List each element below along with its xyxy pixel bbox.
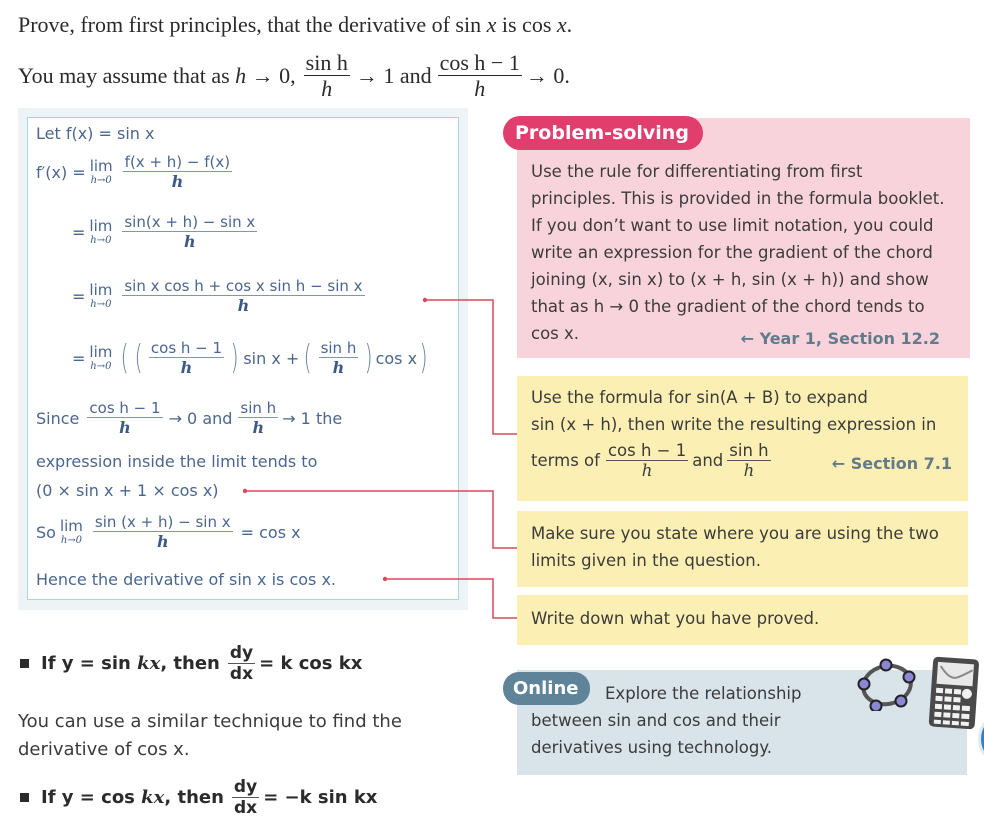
denominator: h bbox=[321, 76, 333, 101]
bullet-icon bbox=[20, 659, 29, 668]
step-2 bbox=[72, 214, 261, 250]
text-line: write an expression for the gradient of the chord bbox=[531, 243, 933, 262]
step4-end: cos x bbox=[375, 348, 418, 368]
denominator: h bbox=[184, 231, 196, 251]
kp-prefix: If y = cos bbox=[41, 787, 142, 809]
limit-notation bbox=[59, 516, 83, 546]
equals: = bbox=[72, 348, 86, 368]
kp-prefix: If y = sin bbox=[41, 653, 138, 675]
text-line: Write down what you have proved. bbox=[531, 609, 820, 628]
since-line bbox=[36, 400, 342, 436]
text-line: Explore the relationship bbox=[605, 684, 802, 703]
since-mid: → 0 and bbox=[168, 408, 233, 428]
step4-mid: sin x + bbox=[243, 348, 300, 368]
calculator-icon[interactable] bbox=[927, 655, 981, 730]
lim-word: lim bbox=[59, 516, 83, 535]
kp-then: , then bbox=[160, 653, 220, 675]
denominator: h bbox=[156, 531, 169, 551]
fraction bbox=[122, 278, 364, 314]
denominator: dx bbox=[229, 663, 254, 684]
numerator: sin h bbox=[305, 49, 348, 75]
lim-sub: h→0 bbox=[90, 298, 112, 310]
equals: = bbox=[72, 222, 86, 242]
step-1 bbox=[36, 154, 236, 190]
text-line: Make sure you state where you are using the two bbox=[531, 524, 939, 543]
since-end: → 1 the bbox=[282, 408, 343, 428]
let-line: Let f(x) = sin x bbox=[36, 124, 155, 143]
derivative-fraction bbox=[228, 644, 255, 683]
so-line bbox=[36, 514, 301, 550]
numerator: cos h − 1 bbox=[439, 49, 520, 75]
fraction bbox=[319, 340, 359, 376]
text-line: You can use a similar technique to find the bbox=[18, 711, 402, 732]
question-text: → 0. bbox=[525, 63, 570, 88]
kp-rhs: = k cos kx bbox=[259, 653, 363, 675]
text-line: principles. This is provided in the formula booklet. bbox=[531, 189, 945, 208]
text-line: cos x. bbox=[531, 324, 580, 343]
bullet-icon bbox=[20, 793, 29, 802]
denominator: h bbox=[641, 461, 653, 481]
denominator: h bbox=[332, 357, 345, 377]
terms-of: terms of bbox=[531, 451, 600, 471]
hint-box-3 bbox=[517, 595, 968, 645]
section-reference: ← Year 1, Section 12.2 bbox=[740, 329, 940, 348]
limit-notation bbox=[89, 216, 113, 246]
tends-line: (0 × sin x + 1 × cos x) bbox=[36, 481, 219, 500]
key-point-cos bbox=[20, 778, 377, 817]
text-line: If you don’t want to use limit notation, you could bbox=[531, 216, 934, 235]
numerator: dy bbox=[233, 777, 258, 797]
denominator: h bbox=[119, 417, 131, 437]
numerator: sin h bbox=[240, 399, 277, 417]
question-line-1 bbox=[18, 12, 572, 38]
lim-word: lim bbox=[89, 342, 113, 361]
and: and bbox=[692, 451, 724, 471]
question-text: is cos bbox=[496, 12, 557, 37]
denominator: h bbox=[474, 76, 486, 101]
fraction bbox=[238, 400, 278, 436]
fraction bbox=[727, 442, 770, 480]
lim-word: lim bbox=[89, 280, 113, 299]
lim-sub: h→0 bbox=[60, 534, 83, 546]
paren-open: ( bbox=[134, 338, 143, 379]
paren-close: ) bbox=[419, 338, 428, 379]
hence-line: Hence the derivative of sin x is cos x. bbox=[36, 570, 336, 589]
denominator: dx bbox=[233, 797, 258, 818]
text-line: Use the rule for differentiating from first bbox=[531, 162, 863, 181]
hint-box-2 bbox=[517, 511, 968, 587]
numerator: dy bbox=[229, 643, 254, 663]
so-end: = cos x bbox=[240, 522, 301, 542]
lim-sub: h→0 bbox=[90, 174, 112, 186]
body-paragraph bbox=[18, 708, 402, 764]
denominator: h bbox=[237, 295, 250, 315]
text-line: sin (x + h), then write the resulting expression in bbox=[531, 415, 937, 434]
lim-word: lim bbox=[89, 216, 113, 235]
step-4 bbox=[72, 338, 430, 379]
numerator: cos h − 1 bbox=[607, 441, 687, 460]
fraction bbox=[122, 214, 257, 250]
var-x: x bbox=[486, 12, 497, 37]
text-line: that as h → 0 the gradient of the chord tends to bbox=[531, 297, 925, 316]
denominator: h bbox=[743, 461, 755, 481]
var-x: x bbox=[556, 12, 567, 37]
hint-box-1 bbox=[517, 376, 968, 501]
numerator: cos h − 1 bbox=[150, 339, 223, 357]
kp-then: , then bbox=[164, 787, 224, 809]
question-line-2 bbox=[18, 48, 570, 104]
question-text: Prove, from first principles, that the derivative of sin bbox=[18, 12, 487, 37]
fraction bbox=[149, 340, 224, 376]
limit-notation bbox=[89, 156, 113, 186]
paren-open: ( bbox=[121, 338, 129, 379]
fprime-lhs: f′(x) = bbox=[36, 162, 86, 182]
question-text: → 1 and bbox=[355, 63, 432, 88]
text-line: derivative of cos x. bbox=[18, 739, 190, 760]
text-line bbox=[531, 442, 775, 480]
text-line: Use the formula for sin(A + B) to expand bbox=[531, 388, 868, 407]
question-text: . bbox=[566, 12, 573, 37]
question-text: You may assume that as bbox=[18, 63, 236, 88]
since-word: Since bbox=[36, 408, 80, 428]
numerator: sin h bbox=[729, 441, 769, 460]
paren-close: ) bbox=[364, 338, 373, 379]
fraction-cosh-minus-1-over-h bbox=[438, 51, 522, 101]
limit-notation bbox=[89, 280, 113, 310]
numerator: sin(x + h) − sin x bbox=[124, 213, 256, 231]
text-line: derivatives using technology. bbox=[531, 738, 773, 757]
step-3 bbox=[72, 278, 369, 314]
geogebra-icon[interactable] bbox=[855, 655, 919, 711]
paren-close: ) bbox=[230, 338, 239, 379]
expression-line: expression inside the limit tends to bbox=[36, 452, 318, 471]
paren-open: ( bbox=[303, 338, 312, 379]
lim-word: lim bbox=[89, 156, 113, 175]
kp-kx: kx bbox=[141, 787, 165, 809]
key-point-sin bbox=[20, 644, 362, 683]
fraction bbox=[606, 442, 688, 480]
denominator: h bbox=[171, 171, 184, 191]
numerator: cos h − 1 bbox=[89, 399, 161, 417]
kp-rhs: = −k sin kx bbox=[263, 787, 378, 809]
working-box bbox=[27, 117, 459, 600]
equals: = bbox=[72, 286, 86, 306]
text-line: joining (x, sin x) to (x + h, sin (x + h)) and show bbox=[531, 270, 929, 289]
section-reference: ← Section 7.1 bbox=[831, 454, 952, 473]
denominator: h bbox=[180, 357, 193, 377]
text-line: limits given in the question. bbox=[531, 551, 761, 570]
so-word: So bbox=[36, 522, 56, 542]
lim-sub: h→0 bbox=[90, 234, 112, 246]
fraction-sinh-over-h bbox=[304, 51, 350, 101]
problem-solving-badge: Problem-solving bbox=[503, 116, 703, 150]
numerator: sin (x + h) − sin x bbox=[94, 513, 231, 531]
question-text: → 0, bbox=[246, 63, 296, 88]
denominator: h bbox=[252, 417, 265, 437]
kp-kx: kx bbox=[137, 653, 161, 675]
problem-solving-text bbox=[531, 158, 961, 347]
fraction bbox=[93, 514, 233, 550]
fraction bbox=[87, 400, 162, 436]
limit-notation bbox=[89, 342, 113, 372]
var-h: h bbox=[235, 63, 247, 88]
lim-sub: h→0 bbox=[90, 360, 112, 372]
fraction bbox=[123, 154, 232, 190]
text-line: between sin and cos and their bbox=[531, 711, 781, 730]
numerator: sin x cos h + cos x sin h − sin x bbox=[124, 277, 363, 295]
online-badge[interactable]: Online bbox=[503, 672, 590, 705]
numerator: sin h bbox=[320, 339, 357, 357]
derivative-fraction bbox=[232, 778, 259, 817]
numerator: f(x + h) − f(x) bbox=[124, 153, 231, 171]
